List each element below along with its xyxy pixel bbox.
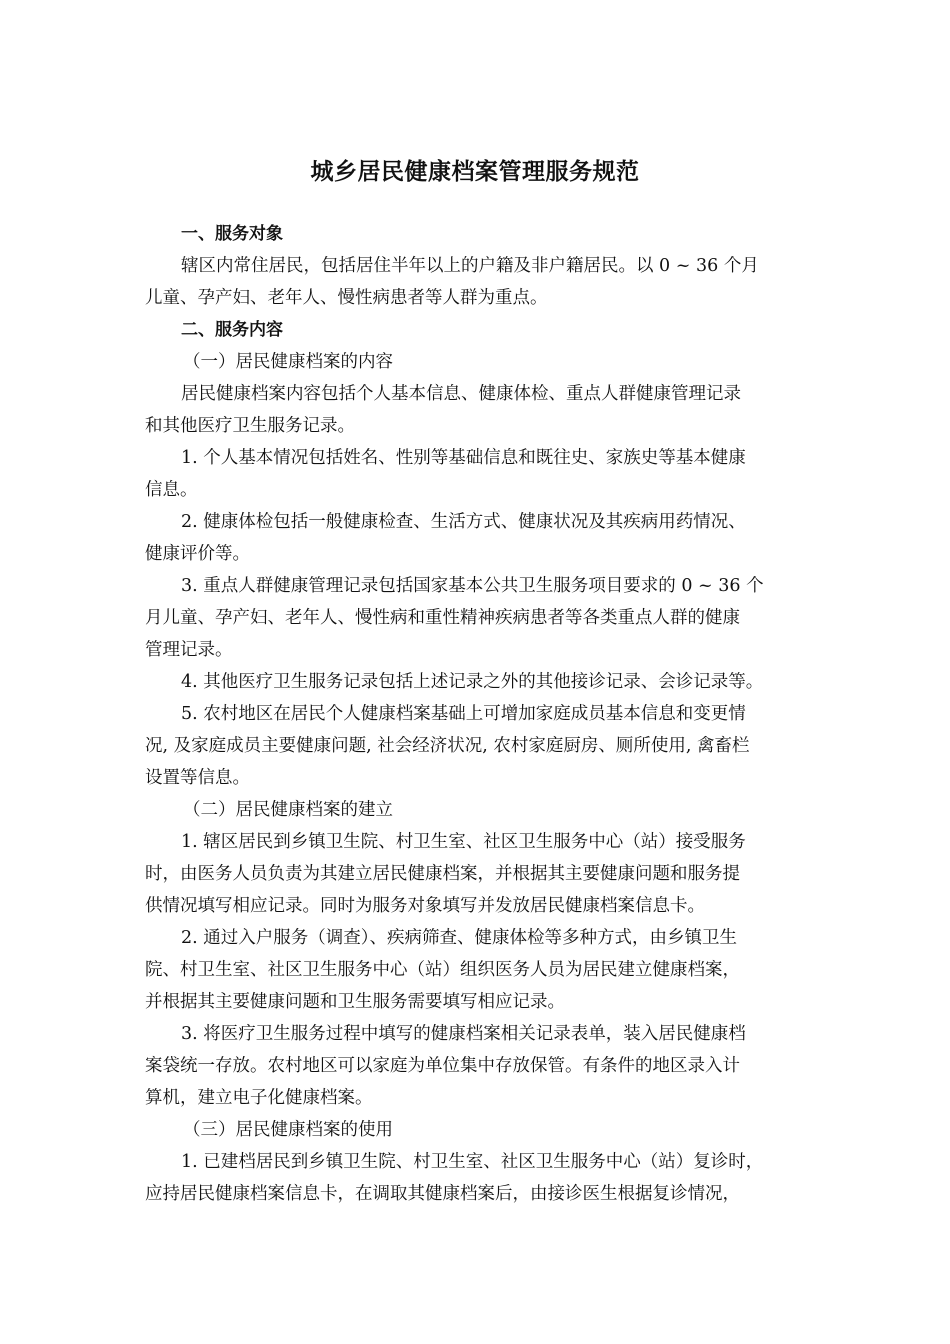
section-heading: 一、服务对象 (181, 224, 283, 244)
paragraph-line: 4. 其他医疗卫生服务记录包括上述记录之外的其他接诊记录、会诊记录等。 (181, 672, 764, 692)
paragraph-line: 并根据其主要健康问题和卫生服务需要填写相应记录。 (145, 992, 565, 1012)
paragraph-line: 1. 辖区居民到乡镇卫生院、村卫生室、社区卫生服务中心（站）接受服务 (181, 832, 746, 852)
paragraph-line: 供情况填写相应记录。同时为服务对象填写并发放居民健康档案信息卡。 (145, 896, 705, 916)
paragraph-line: 3. 重点人群健康管理记录包括国家基本公共卫生服务项目要求的 0 ~ 36 个 (181, 576, 764, 596)
paragraph-line: 案袋统一存放。农村地区可以家庭为单位集中存放保管。有条件的地区录入计 (145, 1056, 740, 1076)
paragraph-line: 辖区内常住居民，包括居住半年以上的户籍及非户籍居民。以 0 ~ 36 个月 (181, 256, 759, 276)
paragraph-line: 2. 健康体检包括一般健康检查、生活方式、健康状况及其疾病用药情况、 (181, 512, 746, 532)
paragraph-line: 月儿童、孕产妇、老年人、慢性病和重性精神疾病患者等各类重点人群的健康 (145, 608, 740, 628)
subsection-heading: （三）居民健康档案的使用 (183, 1120, 393, 1140)
paragraph-line: 5. 农村地区在居民个人健康档案基础上可增加家庭成员基本信息和变更情 (181, 704, 746, 724)
section-heading: 二、服务内容 (181, 320, 283, 340)
paragraph-line: 和其他医疗卫生服务记录。 (145, 416, 355, 436)
paragraph-line: 1. 个人基本情况包括姓名、性别等基础信息和既往史、家族史等基本健康 (181, 448, 746, 468)
paragraph-line: 信息。 (145, 480, 198, 500)
document-body (145, 218, 800, 1210)
document-title: 城乡居民健康档案管理服务规范 (310, 159, 640, 185)
subsection-heading: （一）居民健康档案的内容 (183, 352, 393, 372)
paragraph-line: 应持居民健康档案信息卡，在调取其健康档案后，由接诊医生根据复诊情况， (145, 1184, 740, 1204)
paragraph-line: 设置等信息。 (145, 768, 250, 788)
paragraph-line: 况, 及家庭成员主要健康问题, 社会经济状况, 农村家庭厨房、厕所使用, 禽畜栏 (145, 736, 750, 756)
paragraph-line: 儿童、孕产妇、老年人、慢性病患者等人群为重点。 (145, 288, 548, 308)
subsection-heading: （二）居民健康档案的建立 (183, 800, 393, 820)
paragraph-line: 2. 通过入户服务（调查）、疾病筛查、健康体检等多种方式，由乡镇卫生 (181, 928, 738, 948)
paragraph-line: 居民健康档案内容包括个人基本信息、健康体检、重点人群健康管理记录 (181, 384, 741, 404)
paragraph-line: 算机，建立电子化健康档案。 (145, 1088, 373, 1108)
paragraph-line: 健康评价等。 (145, 544, 250, 564)
paragraph-line: 3. 将医疗卫生服务过程中填写的健康档案相关记录表单，装入居民健康档 (181, 1024, 746, 1044)
paragraph-line: 管理记录。 (145, 640, 233, 660)
paragraph-line: 时，由医务人员负责为其建立居民健康档案，并根据其主要健康问题和服务提 (145, 864, 740, 884)
paragraph-line: 院、村卫生室、社区卫生服务中心（站）组织医务人员为居民建立健康档案， (145, 960, 740, 980)
paragraph-line: 1. 已建档居民到乡镇卫生院、村卫生室、社区卫生服务中心（站）复诊时， (181, 1152, 764, 1172)
